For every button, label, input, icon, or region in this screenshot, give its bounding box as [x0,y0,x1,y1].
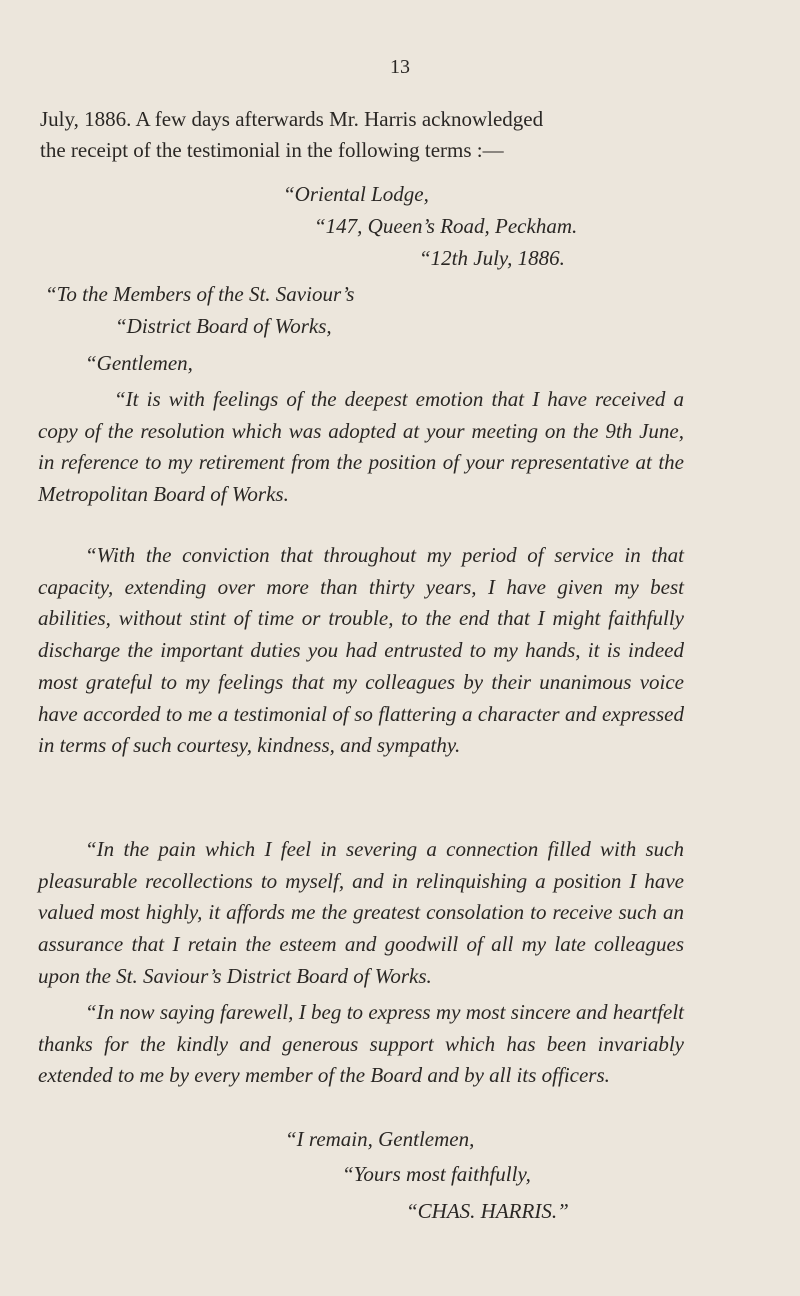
closing-line: “I remain, Gentlemen, [285,1127,475,1151]
letter-paragraph: “It is with feelings of the deepest emotion that I have received a copy of the resolution which was adopted at your meeting on the 9th June, in reference to my retirement from the position of your representative at the Metropolitan Board of Works. [38,387,684,507]
salutation: “Gentlemen, [85,351,193,375]
closing-line: “Yours most faithfully, [342,1162,531,1186]
recipient-line: “District Board of Works, [115,314,332,338]
letter-paragraph: “In now saying farewell, I beg to express my most sincere and heartfelt thanks for the kindly and generous support which has been invariably extended to me by every member of the Board and by all its officers. [38,1000,684,1088]
letter-paragraph: “With the conviction that throughout my period of service in that capacity, extending over more than thirty years, I have given my best abilities, without stint of time or trouble, to the end that I might faithfully discharge the important duties you had entrusted to my hands, it is indeed most grateful to my feelings that my colleagues by their unanimous voice have accorded to me a testimonial of so flattering a character and expressed in terms of such courtesy, kindness, and sympathy. [38,543,684,758]
page-number: 13 [390,56,410,78]
signature: “CHAS. HARRIS.” [406,1199,569,1223]
intro-line: July, 1886. A few days afterwards Mr. Harris acknowledged [40,107,544,131]
recipient-line: “To the Members of the St. Saviour’s [45,282,355,306]
address-line: “147, Queen’s Road, Peckham. [314,214,578,238]
address-line: “12th July, 1886. [419,246,565,270]
intro-line: the receipt of the testimonial in the following terms :— [40,138,504,162]
address-line: “Oriental Lodge, [283,182,429,206]
letter-paragraph: “In the pain which I feel in severing a connection filled with such pleasurable recollections to myself, and in relinquishing a position I have valued most highly, it affords me the greatest consolation to receive such an assurance that I retain the esteem and goodwill of all my late colleagues upon the St. Saviour’s District Board of Works. [38,837,684,988]
